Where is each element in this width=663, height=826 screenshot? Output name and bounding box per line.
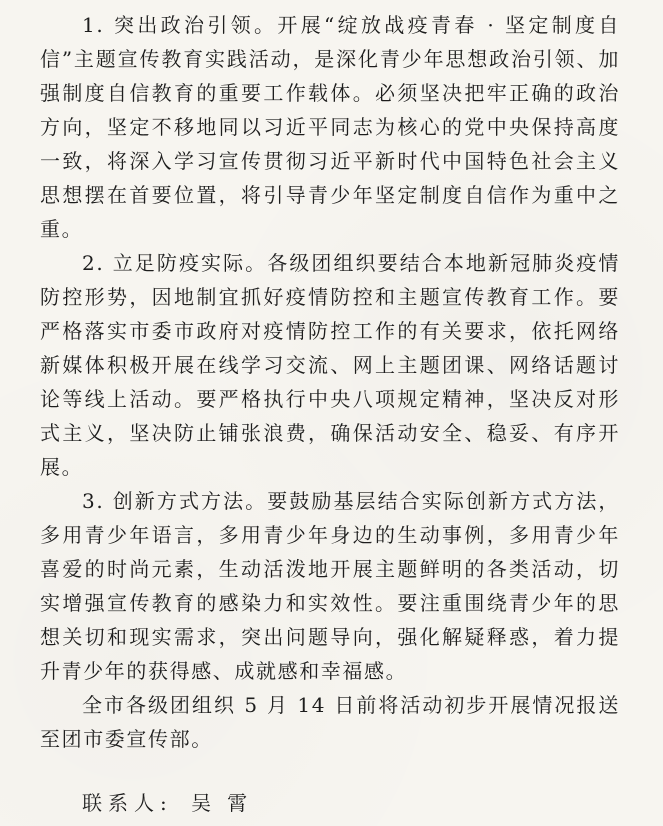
- contact-line: [82, 786, 263, 820]
- paragraph-political-guidance: 1. 突出政治引领。开展“绽放战疫青春 · 坚定制度自信”主题宣传教育实践活动，是深化青少年思想政治引领、加强制度自信教育的重要工作载体。必须坚决把牢正确的政治方向，坚定不移地同以习近平同志为核心的党中央保持高度一致，将深入学习宣传贯彻习近平新时代中国特色社会主义思想摆在首要位置，将引导青少年坚定制度自信作为重中之重。: [40, 13, 620, 241]
- paragraph-innovation-methods: 3. 创新方式方法。要鼓励基层结合实际创新方式方法，多用青少年语言，多用青少年身边的生动事例，多用青少年喜爱的时尚元素，生动活泼地开展主题鲜明的各类活动，切实增强宣传教育的感染力和实效性。要注重围绕青少年的思想关切和现实需求，突出问题导向，强化解疑释惑，着力提升青少年的获得感、成就感和幸福感。: [40, 489, 620, 683]
- contact-name: 吴霄: [191, 791, 264, 815]
- document-body: [40, 8, 620, 756]
- contact-label: 联系人:: [82, 791, 173, 815]
- paragraph-epidemic-prevention: 2. 立足防疫实际。各级团组织要结合本地新冠肺炎疫情防控形势，因地制宜抓好疫情防控和主题宣传教育工作。要严格落实市委市政府对疫情防控工作的有关要求，依托网络新媒体积极开展在线学习交流、网上主题团课、网络话题讨论等线上活动。要严格执行中央八项规定精神，坚决反对形式主义，坚决防止铺张浪费，确保活动安全、稳妥、有序开展。: [40, 251, 620, 479]
- paragraph-reporting-deadline: 全市各级团组织 5 月 14 日前将活动初步开展情况报送至团市委宣传部。: [40, 693, 620, 751]
